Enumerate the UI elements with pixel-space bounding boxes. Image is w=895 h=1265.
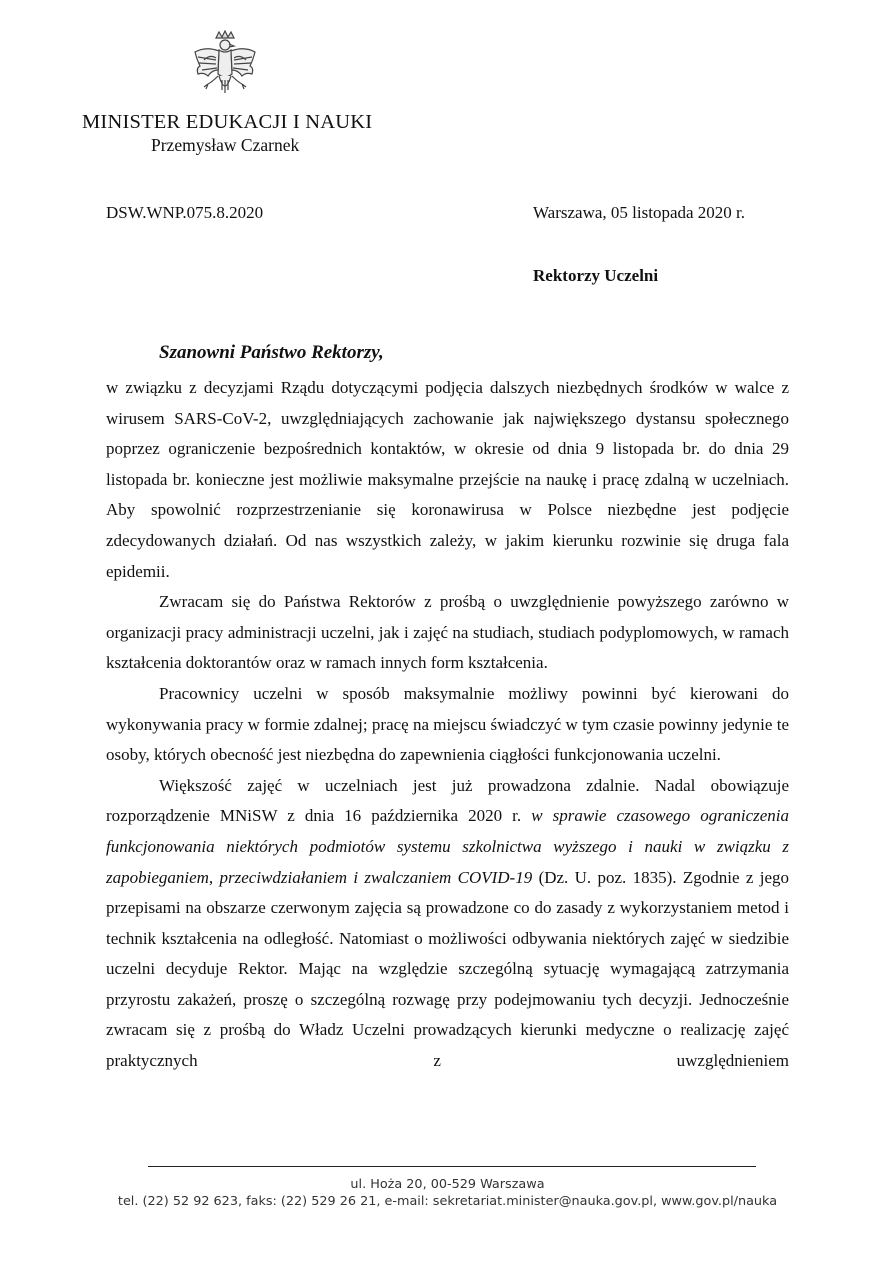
place-date: Warszawa, 05 listopada 2020 r.: [533, 203, 746, 222]
polish-eagle-emblem-icon: [192, 30, 258, 108]
footer-address: ul. Hoża 20, 00-529 Warszawa: [350, 1177, 545, 1192]
paragraph-4: [106, 771, 789, 1077]
minister-name: Przemysław Czarnek: [151, 135, 300, 155]
paragraph-3: Pracownicy uczelni w sposób maksymalnie możliwy powinni być kierowani do wykonywania pracy w formie zdalnej; pracę na miejscu świadczyć w tym czasie powinny jedynie te osoby, których obecność jest niezbędna do zapewnienia ciągłości funkcjonowania uczelni.: [106, 683, 789, 765]
paragraph-4-continuation: (Dz. U. poz. 1835). Zgodnie z jego przepisami na obszarze czerwonym zajęcia są prowadzone co do zasady z wykorzystaniem metod i technik kształcenia na odległość. Natomiast o możliwości odbywania niektórych zajęć w siedzibie uczelni decyduje Rektor. Mając na względzie szczególną sytuację wymagającą zatrzymania przyrostu zakażeń, proszę o szczególną rozwagę przy podejmowaniu tych decyzji. Jednocześnie zwracam się z prośbą do Władz Uczelni prowadzących kierunki medyczne o realizację zajęć praktycznych z uwzględnieniem: [106, 867, 789, 1071]
reference-number: DSW.WNP.075.8.2020: [106, 203, 264, 222]
addressee: Rektorzy Uczelni: [533, 266, 659, 285]
footer-divider: [148, 1166, 756, 1167]
institution-name: MINISTER EDUKACJI I NAUKI: [82, 111, 373, 133]
letter-body: [106, 373, 789, 1077]
regulation-title: w sprawie czasowego ograniczenia funkcjonowania niektórych podmiotów systemu szkolnictwa wyższego i nauki w związku z zapobieganiem, przeciwdziałaniem i zwalczaniem COVID-19: [106, 806, 790, 887]
footer-contact: tel. (22) 52 92 623, faks: (22) 529 26 21, e-mail: sekretariat.minister@nauka.gov.pl, www.gov.pl/nauka: [117, 1194, 778, 1209]
paragraph-1: w związku z decyzjami Rządu dotyczącymi podjęcia dalszych niezbędnych środków w walce z wirusem SARS-CoV-2, uwzględniających zachowanie jak największego dystansu społecznego poprzez ograniczenie bezpośrednich kontaktów, w okresie od dnia 9 listopada br. do dnia 29 listopada br. konieczne jest możliwie maksymalne przejście na naukę i pracę zdalną w uczelniach. Aby spowolnić rozprzestrzenianie się koronawirusa w Polsce niezbędne jest podjęcie zdecydowanych działań. Od nas wszystkich zależy, w jakim kierunku rozwinie się druga fala epidemii.: [106, 378, 789, 581]
paragraph-4-intro: Większość zajęć w uczelniach jest już prowadzona zdalnie. Nadal obowiązuje rozporządzenie MNiSW z dnia 16 października 2020 r.: [106, 775, 789, 826]
salutation: Szanowni Państwo Rektorzy,: [159, 342, 384, 363]
paragraph-2: Zwracam się do Państwa Rektorów z prośbą o uwzględnienie powyższego zarówno w organizacji pracy administracji uczelni, jak i zajęć na studiach, studiach podyplomowych, w ramach kształcenia doktorantów oraz w ramach innych form kształcenia.: [106, 592, 789, 673]
